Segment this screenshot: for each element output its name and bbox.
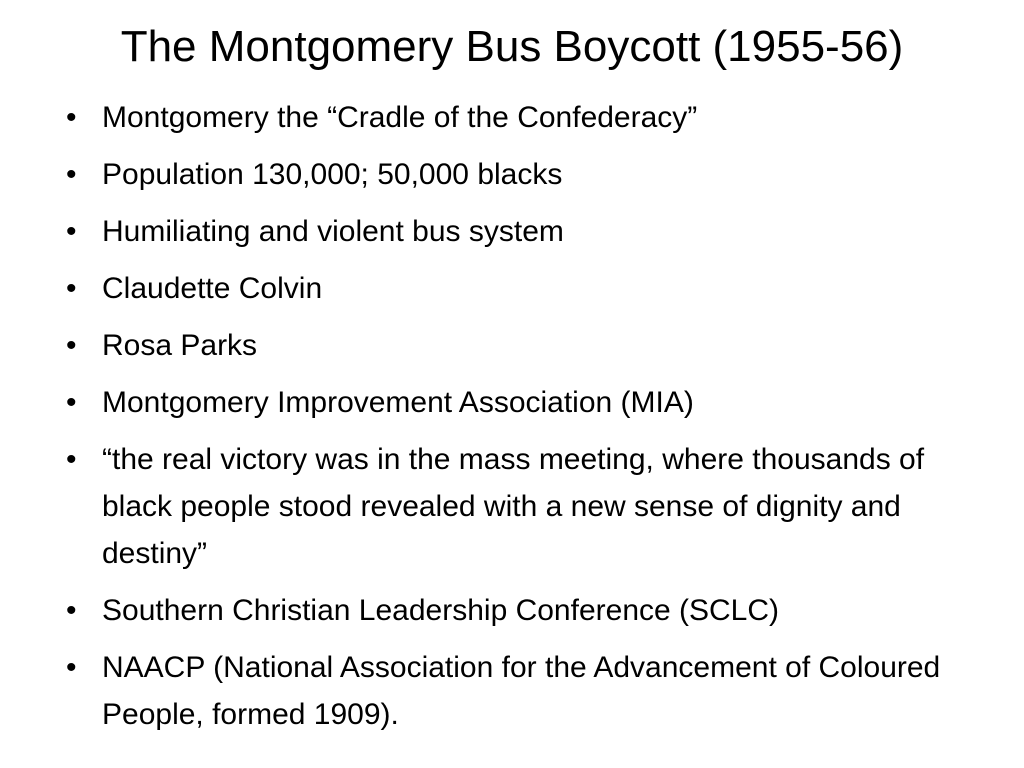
bullet-item	[66, 322, 986, 369]
bullet-dot-icon: •	[66, 443, 77, 476]
bullet-text: Population 130,000; 50,000 blacks	[102, 158, 563, 191]
bullet-item	[66, 265, 986, 312]
bullet-text: “the real victory was in the mass meeting, where thousands of black people stood revealed with a new sense of dignity and destiny”	[102, 443, 925, 570]
bullet-dot-icon: •	[66, 594, 77, 627]
bullet-dot-icon: •	[66, 215, 77, 248]
bullet-text: Rosa Parks	[102, 329, 258, 362]
bullet-dot-icon: •	[66, 272, 77, 305]
bullet-text: Montgomery Improvement Association (MIA)	[102, 386, 694, 419]
bullet-item	[66, 379, 986, 426]
bullet-dot-icon: •	[66, 101, 77, 134]
bullet-text: Humiliating and violent bus system	[102, 215, 564, 248]
slide-title: The Montgomery Bus Boycott (1955-56)	[120, 22, 904, 71]
bullet-item	[66, 436, 986, 577]
bullet-item	[66, 208, 986, 255]
bullet-text: Southern Christian Leadership Conference (SCLC)	[102, 594, 780, 627]
bullet-text: Montgomery the “Cradle of the Confederacy”	[102, 101, 698, 134]
bullet-item	[66, 151, 986, 198]
bullet-dot-icon: •	[66, 329, 77, 362]
bullet-item	[66, 94, 986, 141]
bullet-text: Claudette Colvin	[102, 272, 323, 305]
bullet-text: NAACP (National Association for the Advancement of Coloured People, formed 1909).	[102, 651, 941, 731]
bullet-item	[66, 587, 986, 634]
bullet-dot-icon: •	[66, 386, 77, 419]
bullet-item	[66, 644, 986, 738]
bullet-dot-icon: •	[66, 651, 77, 684]
bullet-dot-icon: •	[66, 158, 77, 191]
bullet-list	[66, 94, 986, 748]
